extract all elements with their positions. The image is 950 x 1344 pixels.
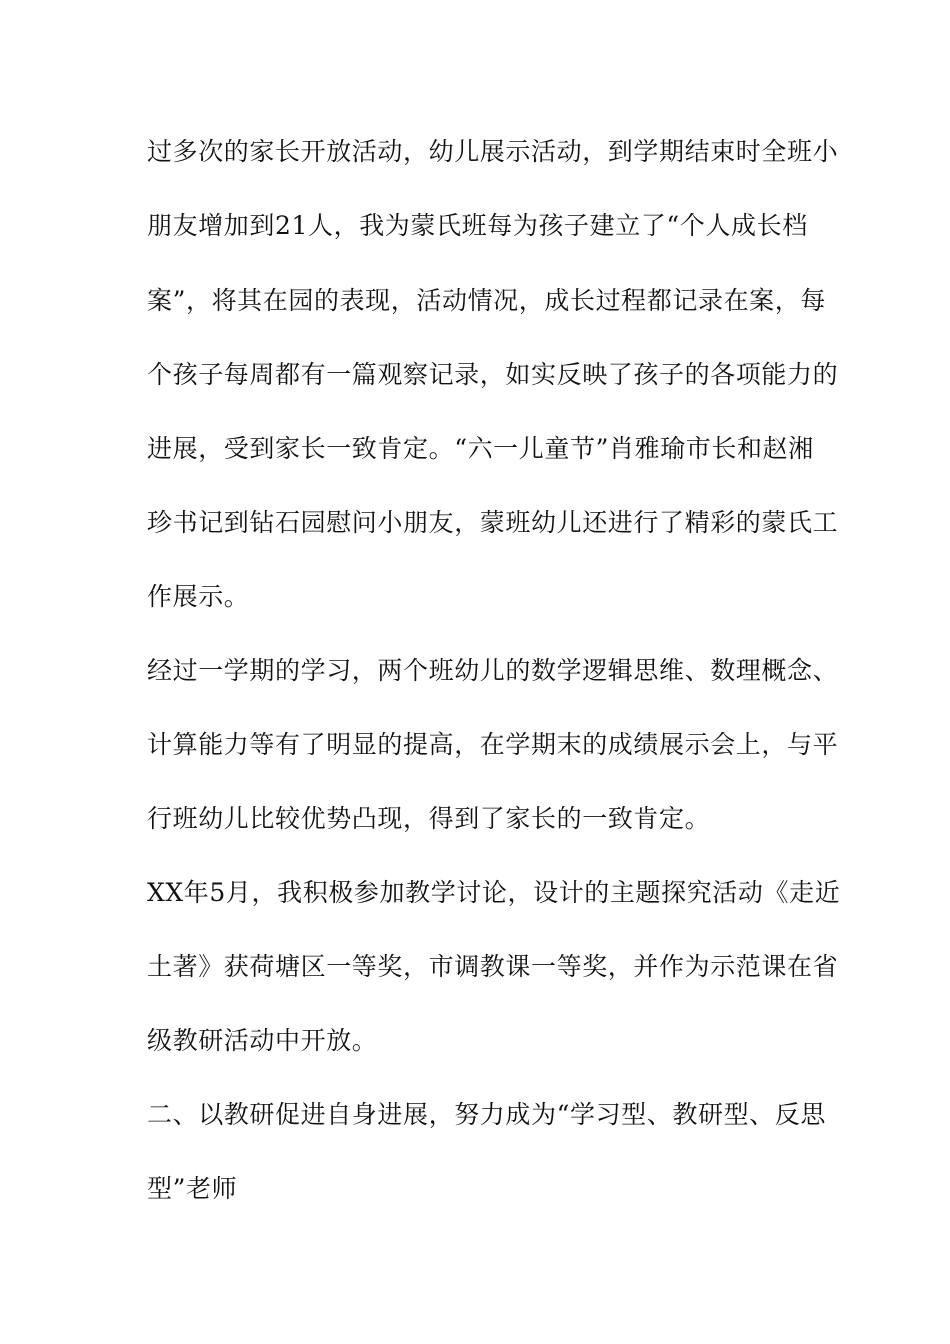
heading-line: 型”老师 <box>147 1174 238 1203</box>
text-line: 朋友增加到21人，我为蒙氏班每为孩子建立了“个人成长档 <box>147 211 808 240</box>
text-line: 作展示。 <box>147 582 250 611</box>
text-line: 案”，将其在园的表现，活动情况，成长过程都记录在案，每 <box>147 286 826 315</box>
heading-line: 二、以教研促进自身进展，努力成为“学习型、教研型、反思 <box>147 1100 826 1129</box>
text-line: 土著》获荷塘区一等奖，市调教课一等奖，并作为示范课在省 <box>147 952 839 981</box>
text-line: 珍书记到钻石园慰问小朋友，蒙班幼儿还进行了精彩的蒙氏工 <box>147 508 839 537</box>
text-line: 过多次的家长开放活动，幼儿展示活动，到学期结束时全班小 <box>147 137 839 166</box>
text-line: 进展，受到家长一致肯定。“六一儿童节”肖雅瑜市长和赵湘 <box>147 434 814 463</box>
text-line: 个孩子每周都有一篇观察记录，如实反映了孩子的各项能力的 <box>147 360 839 389</box>
text-line: 经过一学期的学习，两个班幼儿的数学逻辑思维、数理概念、 <box>147 656 839 685</box>
text-line: 行班幼儿比较优势凸现，得到了家长的一致肯定。 <box>147 804 711 833</box>
text-line: XX年5月，我积极参加教学讨论，设计的主题探究活动《走近 <box>147 878 841 907</box>
text-line: 计算能力等有了明显的提高，在学期末的成绩展示会上，与平 <box>147 730 839 759</box>
text-line: 级教研活动中开放。 <box>147 1026 378 1055</box>
